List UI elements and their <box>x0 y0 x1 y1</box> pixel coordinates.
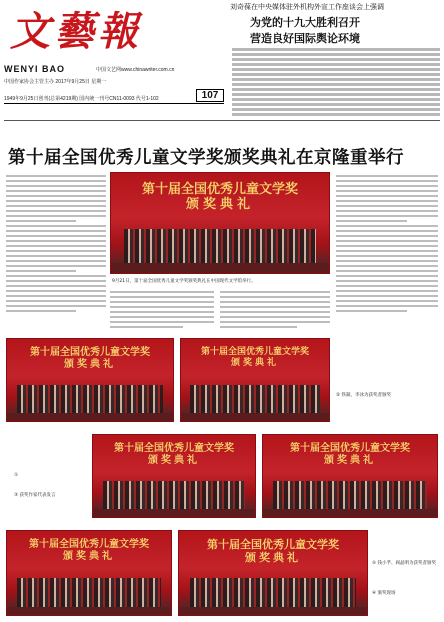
gallery-banner-2b: 颁奖典礼 <box>230 357 279 368</box>
gallery-caption-4: ④ 颁奖现场 <box>372 591 396 596</box>
gallery-caption-2: ② 铁凝、李冰为获奖者颁奖 <box>336 393 391 398</box>
main-photo-crowd <box>124 229 316 263</box>
main-photo-banner-2: 颁奖典礼 <box>185 196 254 212</box>
article-col-left <box>6 172 106 332</box>
gallery-crowd-1 <box>17 385 163 413</box>
issue-number: 107 <box>196 89 224 102</box>
top-story-body <box>232 46 440 116</box>
article-col-right <box>336 172 438 332</box>
gallery-banner-1b: 颁奖典礼 <box>64 358 116 370</box>
gallery-floor-4 <box>263 509 437 517</box>
main-photo-caption: 9月21日，第十届全国优秀儿童文学奖颁奖典礼在中国现代文学馆举行。 <box>112 279 256 284</box>
gallery-banner-2a: 第十届全国优秀儿童文学奖 <box>200 347 309 358</box>
gallery-photo-2 <box>180 338 330 422</box>
gallery-caption-3: ③ 获奖作家代表发言 <box>14 493 56 498</box>
section-rule <box>4 120 440 121</box>
article-col-mid2 <box>220 288 330 334</box>
gallery-floor-1 <box>7 413 173 421</box>
gallery-photo-1 <box>6 338 174 422</box>
gallery-caption-5: ⑤ 钱小芊、阎晶明为获奖者颁奖 <box>372 561 436 566</box>
gallery-banner-4a: 第十届全国优秀儿童文学奖 <box>290 443 410 455</box>
gallery-photo-6 <box>178 530 368 616</box>
founding-line: 1949年9月25日创刊(总第4219期) 国内统一刊号CN11-0093 代号1-102 <box>4 96 159 102</box>
gallery-banner-1a: 第十届全国优秀儿童文学奖 <box>30 347 150 359</box>
website-line: 中国文艺网www.chinawriter.com.cn <box>96 67 175 73</box>
top-story-headline-2: 营造良好国际舆论环境 <box>250 32 360 45</box>
gallery-floor-6 <box>179 607 367 615</box>
gallery-banner-3a: 第十届全国优秀儿童文学奖 <box>114 443 234 455</box>
gallery-crowd-3 <box>103 481 246 509</box>
article-col-mid1 <box>110 288 214 334</box>
gallery-photo-5 <box>6 530 172 616</box>
gallery-floor-2 <box>181 413 329 421</box>
top-story-kicker: 刘奇葆在中央媒体驻外机构外宣工作座谈会上强调 <box>230 3 384 11</box>
newspaper-logo: 文藝報 <box>10 8 142 55</box>
main-headline: 第十届全国优秀儿童文学奖颁奖典礼在京隆重举行 <box>8 148 404 168</box>
top-story-headline-1: 为党的十九大胜利召开 <box>250 16 360 29</box>
gallery-banner-4b: 颁奖典礼 <box>324 454 376 466</box>
gallery-crowd-6 <box>190 578 355 607</box>
gallery-photo-3 <box>92 434 256 518</box>
gallery-banner-5b: 颁奖典礼 <box>63 550 115 562</box>
gallery-crowd-4 <box>273 481 426 509</box>
gallery-banner-5a: 第十届全国优秀儿童文学奖 <box>29 539 149 551</box>
gallery-photo-4 <box>262 434 438 518</box>
gallery-floor-3 <box>93 509 255 517</box>
gallery-caption-1: ① <box>14 473 19 478</box>
gallery-banner-3b: 颁奖典礼 <box>148 454 200 466</box>
masthead-rule <box>4 103 224 104</box>
gallery-banner-6a: 第十届全国优秀儿童文学奖 <box>207 538 339 552</box>
gallery-crowd-2 <box>190 385 320 413</box>
main-photo-banner-1: 第十届全国优秀儿童文学奖 <box>141 182 298 197</box>
gallery-crowd-5 <box>17 578 161 607</box>
gallery-floor-5 <box>7 607 171 615</box>
publisher-line: 中国作家协会主管主办 2017年9月25日 星期一 <box>4 79 107 85</box>
main-photo <box>110 172 330 274</box>
main-photo-floor <box>111 263 329 273</box>
gallery-banner-6b: 颁奖典礼 <box>245 551 301 565</box>
masthead-pinyin: WENYI BAO <box>4 64 66 74</box>
